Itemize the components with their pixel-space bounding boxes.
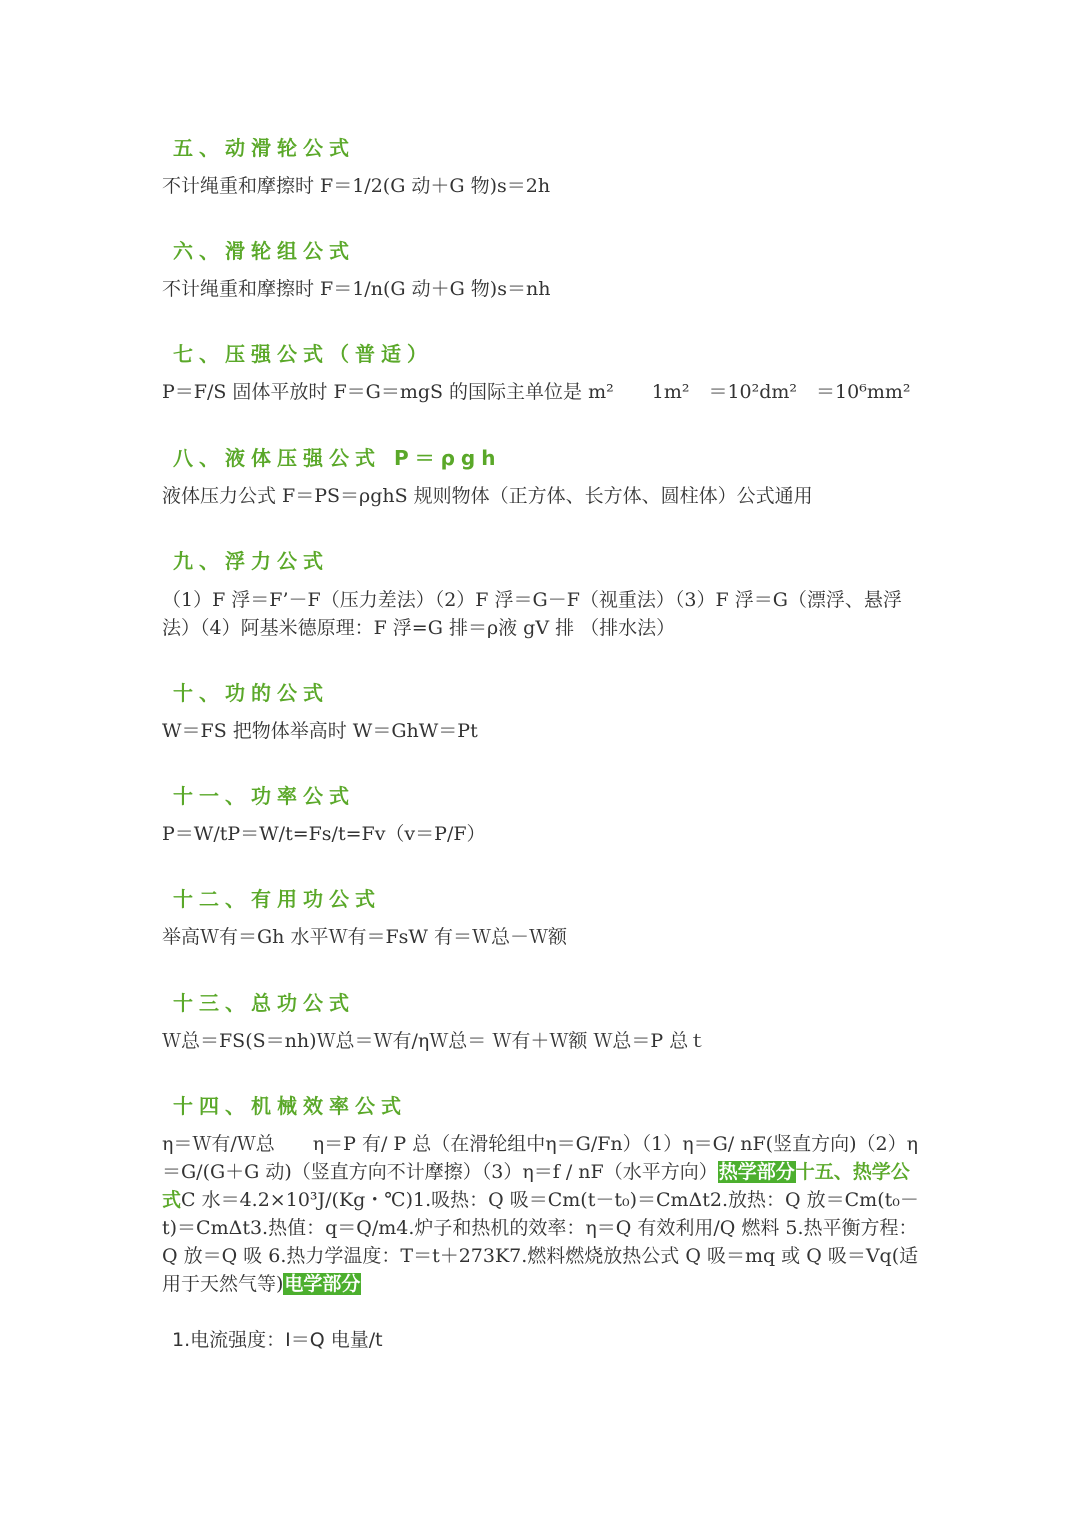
thermal-heading: 十五、热学公式 [162, 1161, 910, 1211]
electric-section-badge: 电学部分 [284, 1273, 361, 1295]
current-formula-line: 1.电流强度：I＝Q 电量/t [172, 1329, 383, 1351]
section-heading-9: 九、浮力公式 [173, 549, 329, 573]
section-body-7: P＝F/S 固体平放时 F＝G＝mgS 的国际主单位是 m² 1m² ＝10²dm² ＝10⁶mm² [162, 381, 911, 403]
section-heading-8: 八、液体压强公式 P＝ρgh [173, 446, 502, 470]
section-body-5: 不计绳重和摩擦时 F＝1/2(G 动＋G 物)s＝2h [162, 175, 551, 197]
section-heading-5: 五、动滑轮公式 [173, 136, 355, 160]
section-body-13: Ｗ总＝FS(S＝nh)Ｗ总＝Ｗ有/ηＷ总＝ Ｗ有＋Ｗ额 Ｗ总＝P 总ｔ [162, 1030, 708, 1052]
section-body-11: P＝W/tP＝W/t=Fs/t=Fv（v＝P/F） [162, 823, 486, 845]
section-body-8: 液体压力公式 F＝PS＝ρghS 规则物体（正方体、长方体、圆柱体）公式通用 [162, 485, 813, 507]
efficiency-text: η＝Ｗ有/Ｗ总 η＝P 有/ P 总（在滑轮组中η＝G/Fn）（1）η＝G/ nF(竖直方向)（2）η＝G/(G＋G 动)（竖直方向不计摩擦）（3）η＝f / nF（水平方向） [162, 1133, 918, 1183]
section-body-6: 不计绳重和摩擦时 F＝1/n(G 动＋G 物)s＝nh [162, 278, 551, 300]
section-body-9: （1）F 浮＝F’－F（压力差法）（2）F 浮＝G－F（视重法）（3）F 浮＝G（漂浮、悬浮法）（4）阿基米德原理：F 浮=G 排＝ρ液 gV 排 （排水法） [162, 589, 902, 639]
section-heading-10: 十、功的公式 [173, 681, 329, 705]
section-heading-12: 十二、有用功公式 [173, 887, 381, 911]
section-heading-6: 六、滑轮组公式 [173, 239, 355, 263]
section-body-12: 举高Ｗ有＝Gh 水平Ｗ有＝FsW 有＝Ｗ总－Ｗ额 [162, 926, 567, 948]
section-heading-14: 十四、机械效率公式 [173, 1094, 407, 1118]
section-heading-11: 十一、功率公式 [173, 784, 355, 808]
section-body-10: W＝FS 把物体举高时 W＝GhW＝Pt [162, 720, 478, 742]
section-heading-13: 十三、总功公式 [173, 991, 355, 1015]
thermal-formulas-text: C 水＝4.2×10³J/(Kg・℃)1.吸热：Q 吸＝Cm(t－t₀)＝CmΔt2.放热：Q 放＝Cm(t₀－t)＝CmΔt3.热值：q＝Q/m4.炉子和热机的效率：η＝Q 有效利用/Q 燃料 5.热平衡方程：Q 放＝Q 吸 6.热力学温度：T＝t＋273K7.燃料燃烧放热公式 Q 吸＝mq 或 Q 吸＝Vq(适用于天然气等) [162, 1189, 919, 1295]
thermal-section-badge: 热学部分 [718, 1161, 795, 1183]
efficiency-and-thermal-paragraph [162, 1130, 922, 1298]
section-heading-7: 七、压强公式（普适） [173, 342, 433, 366]
